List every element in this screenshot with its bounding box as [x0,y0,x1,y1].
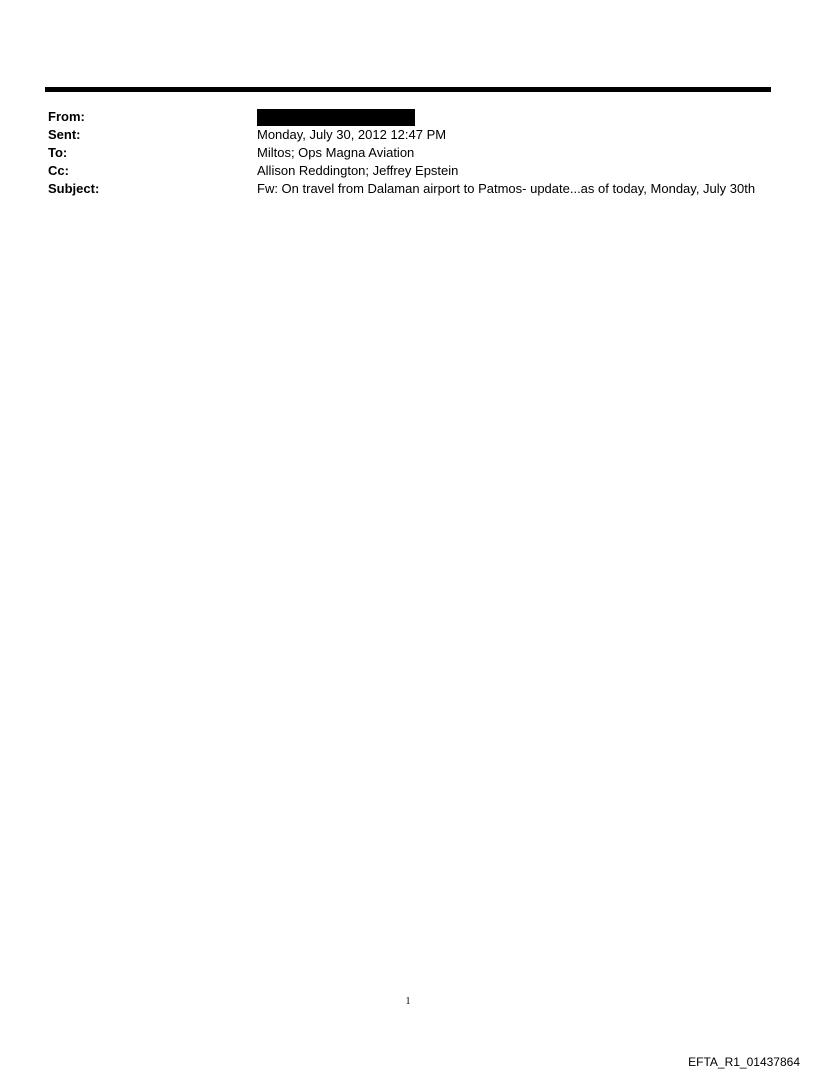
page-number: 1 [405,996,411,1007]
subject-label: Subject: [48,181,100,196]
cc-label: Cc: [48,163,69,178]
redaction-block [257,109,415,126]
cc-row [48,162,768,180]
sent-row [48,126,768,144]
email-header [48,108,768,198]
subject-row [48,180,768,198]
document-id: EFTA_R1_01437864 [688,1055,800,1069]
to-label: To: [48,145,68,160]
sent-label: Sent: [48,127,81,142]
sent-value: Monday, July 30, 2012 12:47 PM [257,127,447,142]
subject-value: Fw: On travel from Dalaman airport to Patmos- update...as of today, Monday, July 30th [257,181,756,196]
from-label: From: [48,109,85,124]
cc-value: Allison Reddington; Jeffrey Epstein [257,163,459,178]
to-row [48,144,768,162]
from-value [257,108,757,126]
to-value: Miltos; Ops Magna Aviation [257,145,415,160]
header-divider [45,87,771,92]
from-row [48,108,768,126]
